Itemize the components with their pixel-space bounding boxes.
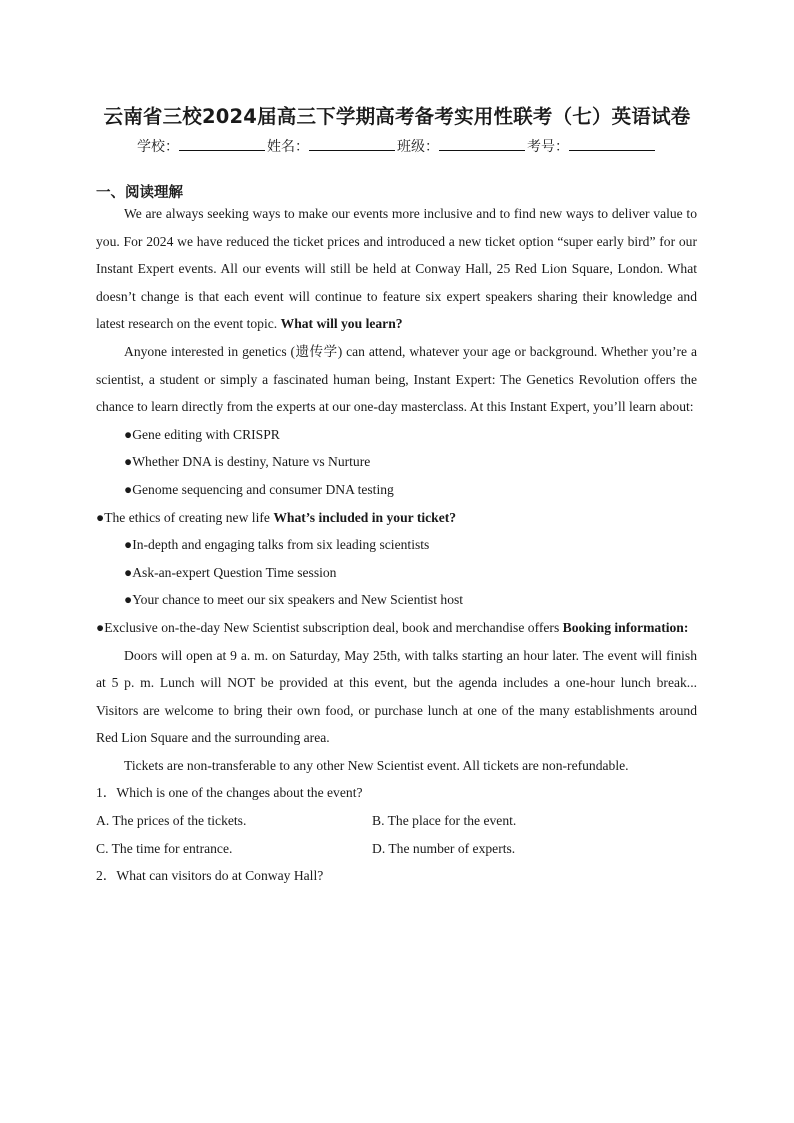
paragraph	[96, 200, 697, 338]
list-item: ●In-depth and engaging talks from six leading scientists	[124, 537, 430, 553]
paragraph: Tickets are non-transferable to any other New Scientist event. All tickets are non-refundable.	[124, 757, 629, 773]
list-item-text: ●The ethics of creating new life	[96, 509, 270, 525]
list-item: ●Whether DNA is destiny, Nature vs Nurture	[124, 454, 371, 470]
exam-number-blank	[569, 138, 655, 151]
reading-passage	[96, 200, 697, 890]
class-blank	[439, 138, 525, 151]
paragraph-text: We are always seeking ways to make our events more inclusive and to find new ways to deliver value to you. For 2024 we have reduced the ticket prices and introduced a new ticket option “super early bird” for our Instant Expert events. All our events will still be held at Conway Hall, 25 Red Lion Square, London. What doesn’t change is that each event will continue to feature six expert speakers sharing their knowledge and latest research on the event topic.	[96, 206, 697, 332]
exam-number-label: 考号：	[527, 139, 569, 155]
option-a: A. The prices of the tickets.	[96, 813, 247, 829]
paragraph: Anyone interested in genetics (遗传学) can attend, whatever your age or background. Whether you’re a scientist, a student or simply a fascinated human being, Instant Expert: The Genetics Revolution offers the chance to learn directly from the experts at our one-day masterclass. At this Instant Expert, you’ll learn about:	[96, 343, 697, 415]
list-item-text: ●Exclusive on-the-day New Scientist subscription deal, book and merchandise offers	[96, 619, 560, 635]
school-blank	[179, 138, 265, 151]
school-label: 学校：	[137, 139, 179, 155]
section-heading: 一、阅读理解	[96, 185, 183, 201]
option-b: B. The place for the event.	[372, 813, 517, 829]
question-stem: 2．What can visitors do at Conway Hall?	[96, 868, 324, 884]
name-blank	[309, 138, 395, 151]
question-stem: 1．Which is one of the changes about the event?	[96, 785, 363, 801]
page-title: 云南省三校2024届高三下学期高考备考实用性联考（七）英语试卷	[103, 105, 691, 128]
subheading: What’s included in your ticket?	[273, 509, 457, 525]
list-item: ●Genome sequencing and consumer DNA testing	[124, 481, 394, 497]
name-label: 姓名：	[267, 139, 309, 155]
option-row	[96, 835, 697, 863]
option-c: C. The time for entrance.	[96, 840, 233, 856]
subheading: Booking information:	[562, 619, 689, 635]
list-item	[96, 614, 697, 642]
list-item	[96, 504, 697, 532]
option-d: D. The number of experts.	[372, 840, 516, 856]
subheading: What will you learn?	[280, 316, 403, 332]
paragraph: Doors will open at 9 a. m. on Saturday, May 25th, with talks starting an hour later. The event will finish at 5 p. m. Lunch will NOT be provided at this event, but the agenda includes a one-hour lunch break... Visitors are welcome to bring their own food, or purchase lunch at one of the many establishments around Red Lion Square and the surrounding area.	[96, 647, 697, 746]
list-item: ●Your chance to meet our six speakers and New Scientist host	[124, 592, 464, 608]
option-row	[96, 807, 697, 835]
class-label: 班级：	[397, 139, 439, 155]
list-item: ●Ask-an-expert Question Time session	[124, 564, 337, 580]
student-info-line	[0, 136, 794, 156]
list-item: ●Gene editing with CRISPR	[124, 426, 280, 442]
